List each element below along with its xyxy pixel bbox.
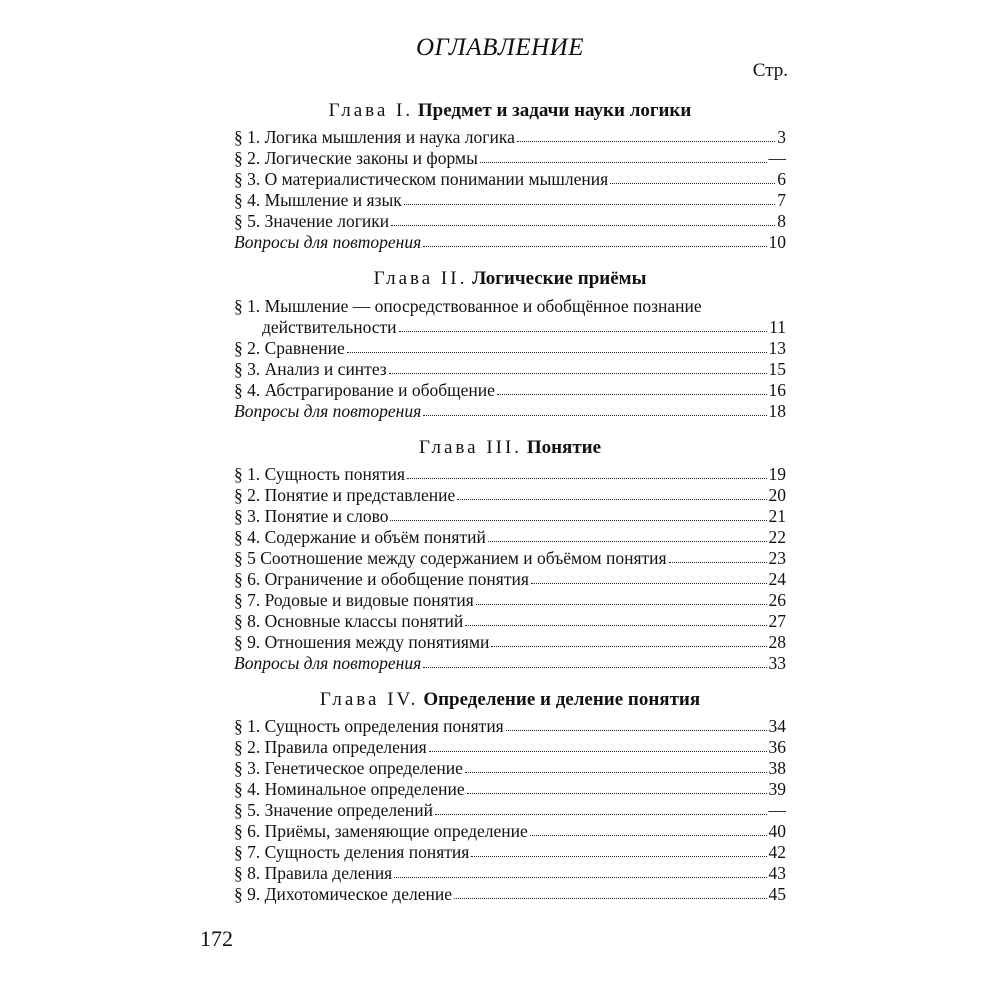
dot-leader [457,499,766,500]
toc-entry-label: Вопросы для повторения [234,232,422,252]
toc-entry-label: § 3. Анализ и синтез [234,359,387,379]
chapter-label: Глава IV. [319,689,419,710]
toc-entry[interactable] [234,737,786,757]
toc-entry-page: 42 [768,842,786,862]
toc-entry-page: 7 [777,190,786,210]
toc-entry-page: 21 [768,506,786,526]
dot-leader [480,162,767,163]
dot-leader [488,541,767,542]
toc-entry[interactable] [234,632,786,652]
toc-entry-page: 11 [769,317,786,337]
toc-entry[interactable] [234,148,786,168]
toc-entry[interactable] [234,464,786,484]
toc-entry-label: § 1. Логика мышления и наука логика [234,127,515,147]
toc-entry-label: § 2. Правила определения [234,737,427,757]
dot-leader [506,730,767,731]
toc-entry-page: 15 [768,359,786,379]
dot-leader [390,520,766,521]
toc-entry-page: — [768,148,786,168]
dot-leader [423,667,766,668]
toc-entry-page: 43 [768,863,786,883]
toc-entry-page: 26 [768,590,786,610]
toc-entry-label: § 4. Номинальное определение [234,779,465,799]
toc-entry[interactable] [234,821,786,841]
dot-leader [517,141,775,142]
toc-entry-page: 28 [768,632,786,652]
toc-entry-page: 20 [768,485,786,505]
toc-entry-page: 19 [768,464,786,484]
dot-leader [429,751,767,752]
dot-leader [476,604,767,605]
dot-leader [389,373,767,374]
toc-entry-page: 24 [768,569,786,589]
dot-leader [407,478,766,479]
dot-leader [391,225,775,226]
toc-entry[interactable] [262,317,786,337]
dot-leader [471,856,766,857]
chapter-heading-2 [234,268,786,290]
chapter-heading-1 [234,100,786,122]
toc-entry-page: 23 [768,548,786,568]
toc-entry[interactable] [234,884,786,904]
dot-leader [497,394,767,395]
toc-entry-review-questions[interactable] [234,401,786,421]
toc-entry-page: 36 [768,737,786,757]
toc-entry-page: 8 [777,211,786,231]
toc-entry-page: 22 [768,527,786,547]
toc-entry[interactable] [234,842,786,862]
toc-entry[interactable] [234,779,786,799]
toc-entry-label: § 7. Сущность деления понятия [234,842,470,862]
toc-entry-label: Вопросы для повторения [234,401,422,421]
toc-entry[interactable] [234,716,786,736]
toc-entry-label: § 8. Основные классы понятий [234,611,464,631]
toc-entry-label: § 4. Содержание и объём понятий [234,527,486,547]
toc-entry-label: § 5. Значение логики [234,211,390,231]
toc-entry-label: § 5 Соотношение между содержанием и объёмом понятия [234,548,667,568]
toc-entry-label: § 4. Абстрагирование и обобщение [234,380,495,400]
toc-entry-page: 34 [768,716,786,736]
toc-entry-page: — [768,800,786,820]
toc-entry-label: действительности [262,317,397,337]
toc-entry-page: 27 [768,611,786,631]
page-number: 172 [200,926,233,951]
toc-title: ОГЛАВЛЕНИЕ [415,34,584,61]
toc-entry-label: § 5. Значение определений [234,800,433,820]
dot-leader [531,583,767,584]
toc-entry[interactable] [234,169,786,189]
toc-entry-review-questions[interactable] [234,653,786,673]
toc-entry[interactable] [234,211,786,231]
chapter-name: Понятие [526,437,602,458]
dot-leader [347,352,767,353]
dot-leader [530,835,767,836]
toc-entry[interactable] [234,758,786,778]
chapter-label: Глава II. [373,268,468,289]
chapter-name: Логические приёмы [472,268,647,289]
toc-entry-page: 40 [768,821,786,841]
chapter-name: Предмет и задачи науки логики [417,100,692,121]
chapter-label: Глава I. [328,100,414,121]
toc-entry[interactable] [234,506,786,526]
dot-leader [465,772,767,773]
toc-entry[interactable] [234,485,786,505]
toc-entry[interactable] [234,127,786,147]
toc-entry-page: 18 [768,401,786,421]
chapter-heading-4 [234,689,786,711]
toc-entry[interactable] [234,527,786,547]
toc-entry[interactable] [234,611,786,631]
dot-leader [467,793,767,794]
toc-entry-label: § 4. Мышление и язык [234,190,402,210]
toc-entry-page: 45 [768,884,786,904]
toc-entry-page: 16 [768,380,786,400]
chapter-name: Определение и деление понятия [423,689,701,710]
toc-entry[interactable] [234,338,786,358]
toc-entry-review-questions[interactable] [234,232,786,252]
dot-leader [423,415,766,416]
dot-leader [404,204,775,205]
dot-leader [669,562,767,563]
dot-leader [491,646,766,647]
dot-leader [394,877,766,878]
toc-entry-label: § 9. Дихотомическое деление [234,884,452,904]
toc-entry-label: § 1. Сущность понятия [234,464,406,484]
toc-entry[interactable] [234,569,786,589]
toc-entry-label: § 6. Ограничение и обобщение понятия [234,569,529,589]
toc-entry[interactable] [234,863,786,883]
dot-leader [454,898,767,899]
toc-entry-page: 10 [768,232,786,252]
toc-entry-label: § 3. О материалистическом понимании мышления [234,169,609,189]
toc-entry-page: 6 [777,169,786,189]
dot-leader [465,625,766,626]
toc-entry-page: 39 [768,779,786,799]
toc-entry[interactable] [234,590,786,610]
page-column-label: Стр. [752,60,788,81]
chapter-heading-3 [234,437,786,459]
chapter-label: Глава III. [418,437,523,458]
toc-entry-label: § 1. Сущность определения понятия [234,716,504,736]
toc-entry-label: § 3. Генетическое определение [234,758,463,778]
dot-leader [399,331,768,332]
toc-entry-label: § 6. Приёмы, заменяющие определение [234,821,528,841]
dot-leader [610,183,775,184]
dot-leader [423,246,766,247]
toc-entry-label: § 8. Правила деления [234,863,393,883]
toc-entry-label: § 2. Понятие и представление [234,485,456,505]
toc-entry-label: § 2. Логические законы и формы [234,148,478,168]
toc-entry[interactable] [234,359,786,379]
toc-entry[interactable] [234,380,786,400]
toc-entry-label: § 3. Понятие и слово [234,506,389,526]
toc-entry-page: 3 [777,127,786,147]
toc-entry-label: § 9. Отношения между понятиями [234,632,490,652]
toc-entry-label: § 7. Родовые и видовые понятия [234,590,474,610]
toc-entry[interactable] [234,190,786,210]
toc-entry-label: Вопросы для повторения [234,653,422,673]
toc-entry-label: § 2. Сравнение [234,338,345,358]
toc-entry-page: 33 [768,653,786,673]
toc-entry-first-line[interactable]: § 1. Мышление — опосредствованное и обобщённое познание [234,296,702,316]
toc-entry[interactable] [234,800,786,820]
dot-leader [435,814,767,815]
toc-entry-page: 38 [768,758,786,778]
toc-entry[interactable] [234,548,786,568]
toc-entry-page: 13 [768,338,786,358]
